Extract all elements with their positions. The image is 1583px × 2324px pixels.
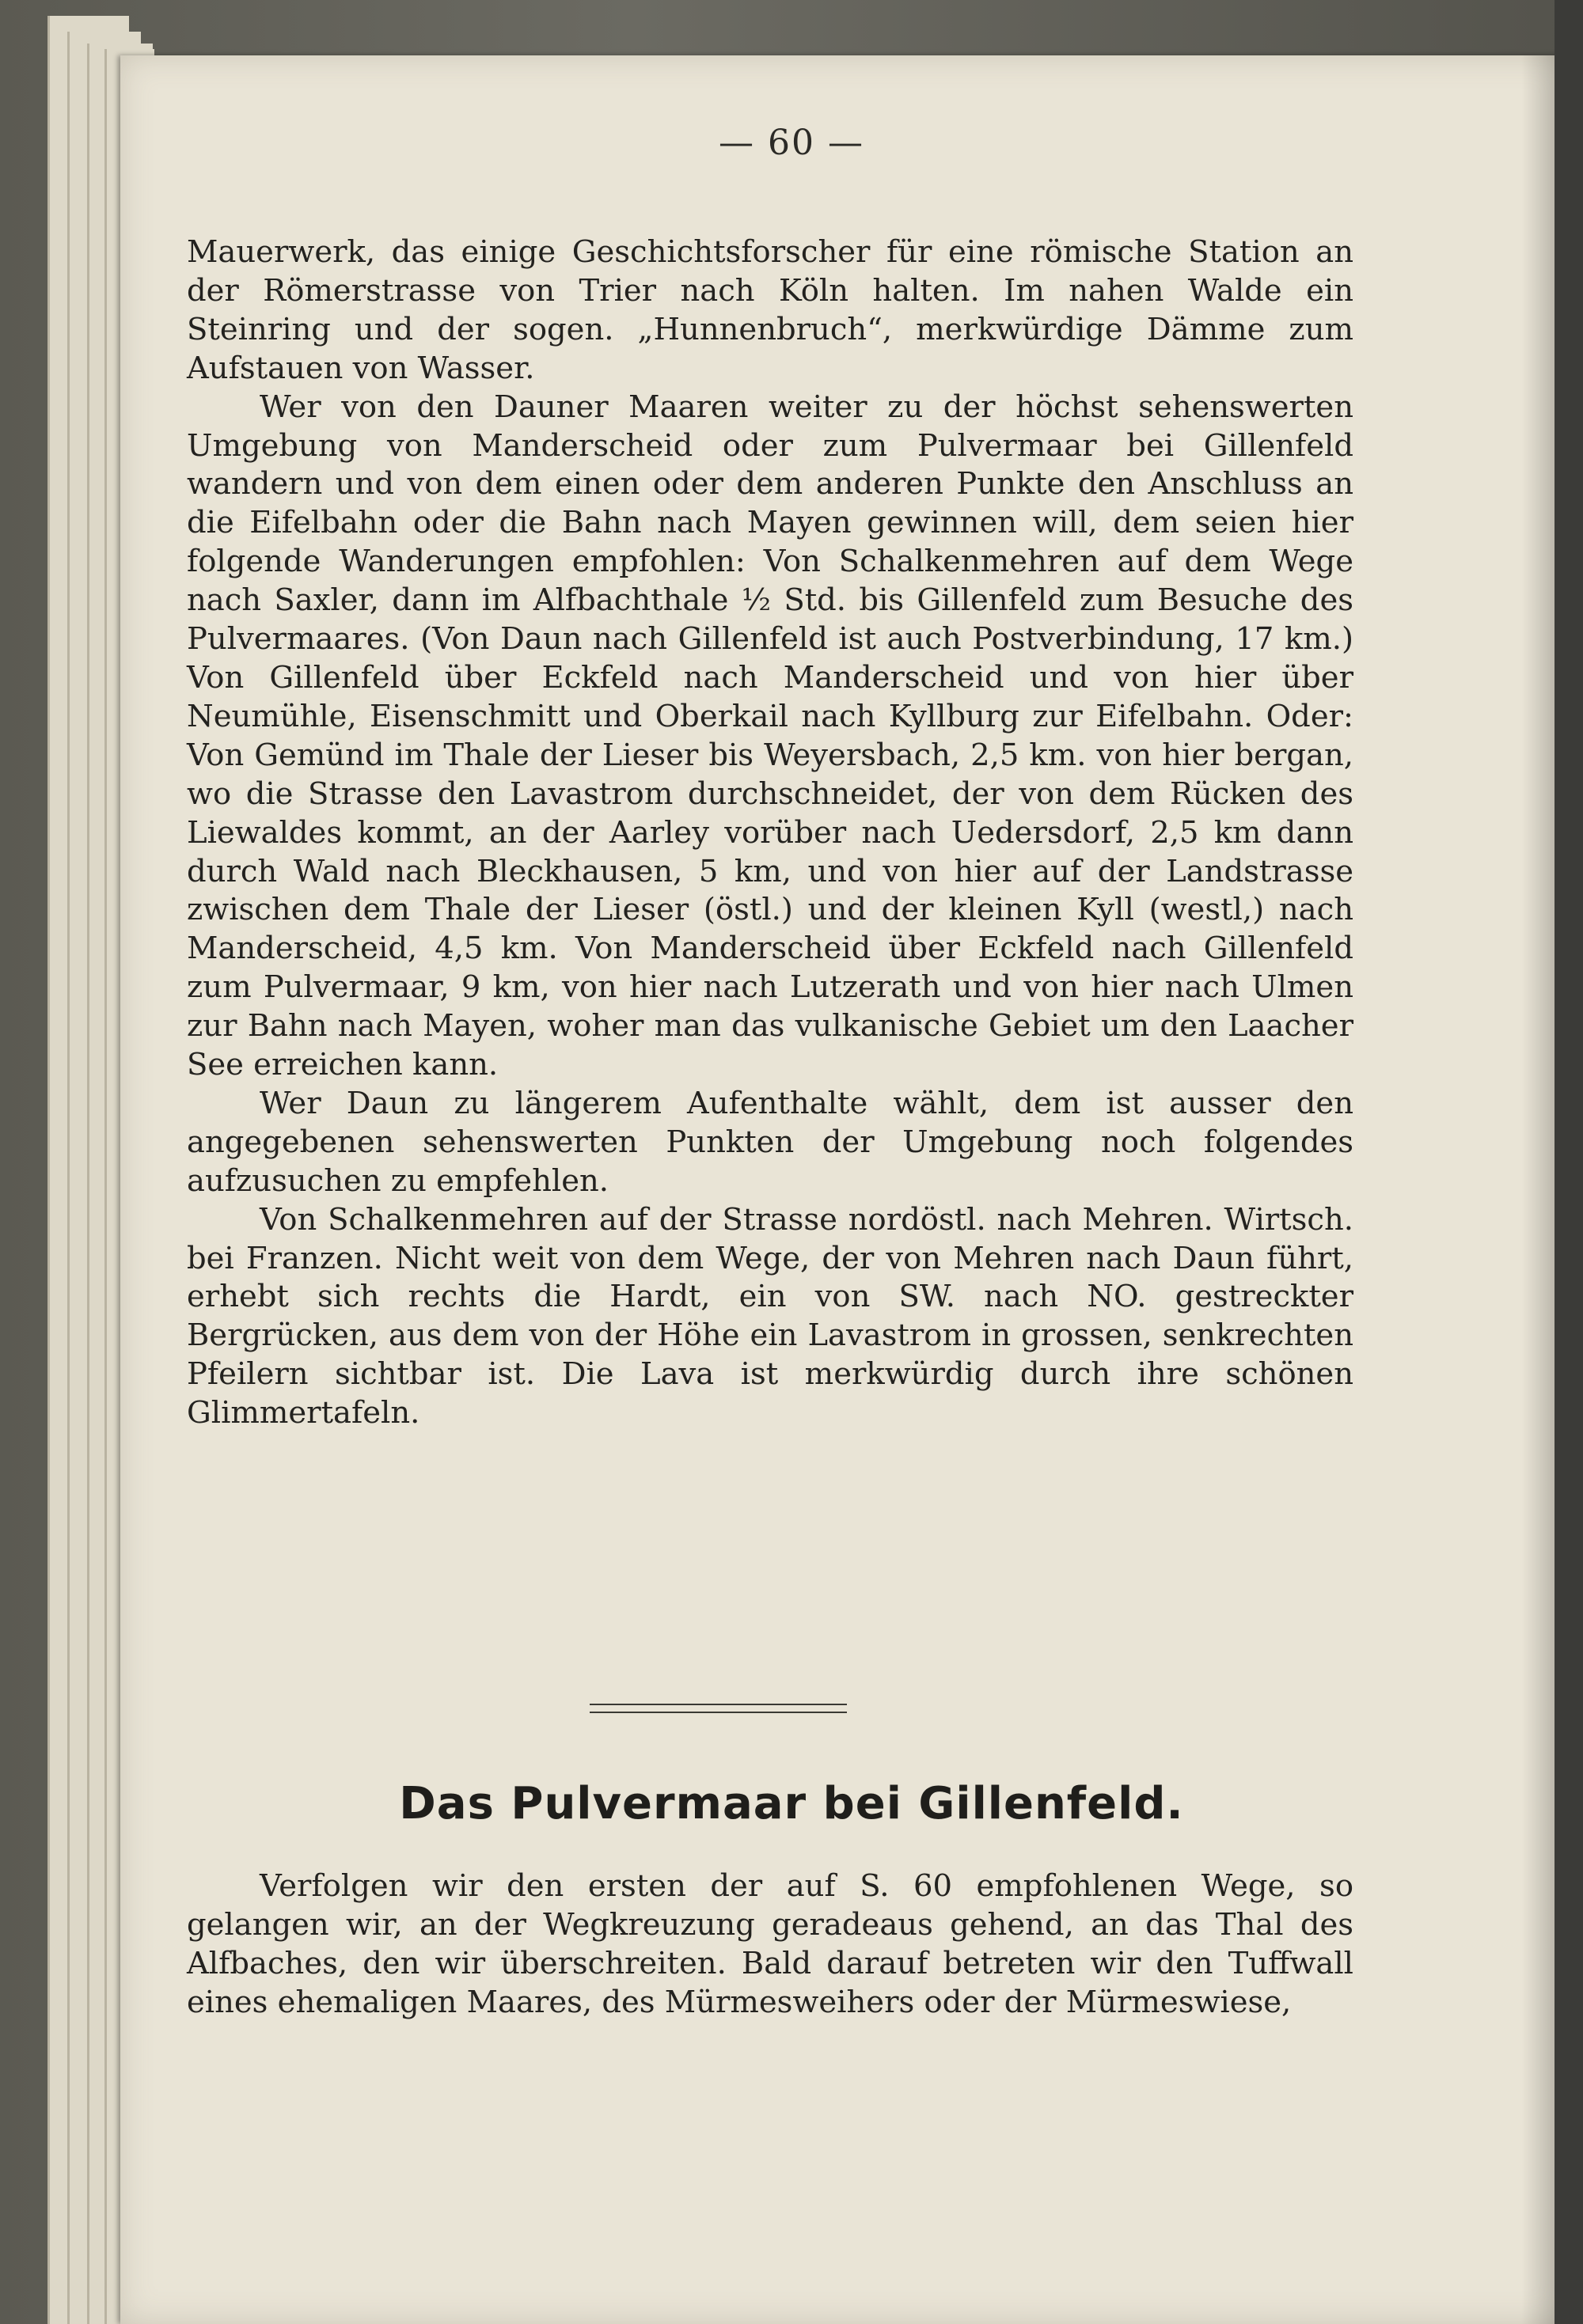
section-body-text xyxy=(187,1867,1353,2023)
section-heading: Das Pulvermaar bei Gillenfeld. xyxy=(399,1778,1184,1829)
book-cover-edge xyxy=(1555,0,1583,2324)
paragraph: Mauerwerk, das einige Geschichtsforscher für eine römische Station an der Römerstrasse von Trier nach Köln halten. Im nahen Walde ein Steinring und der sogen. „Hunnenbruch“, merkwürdige Dämme zum Aufstauen von Wasser. xyxy=(187,234,1353,386)
paragraph: Wer Daun zu längerem Aufenthalte wählt, dem ist ausser den angegebenen sehenswerten Punkten der Umgebung noch folgendes aufzusuchen zu empfehlen. xyxy=(187,1085,1353,1199)
body-text xyxy=(187,233,1353,1433)
paragraph: Verfolgen wir den ersten der auf S. 60 empfohlenen Wege, so gelangen wir, an der Wegkreuzung geradeaus gehend, an das Thal des Alfbaches, den wir überschreiten. Bald darauf betreten wir den Tuffwall eines ehemaligen Maares, des Mürmesweihers oder der Mürmeswiese, xyxy=(187,1868,1353,2020)
paragraph: Von Schalkenmehren auf der Strasse nordöstl. nach Mehren. Wirtsch. bei Franzen. Nicht weit von dem Wege, der von Mehren nach Daun führt, erhebt sich rechts die Hardt, ein von SW. nach NO. gestreckter Bergrücken, aus dem von der Höhe ein Lavastrom in grossen, senkrechten Pfeilern sichtbar ist. Die Lava ist merkwürdig durch ihre schönen Glimmertafeln. xyxy=(187,1201,1353,1431)
section-divider xyxy=(590,1704,847,1713)
paragraph: Wer von den Dauner Maaren weiter zu der höchst sehenswerten Umgebung von Manderscheid oder zum Pulvermaar bei Gillenfeld wandern und von dem einen oder dem anderen Punkte den Anschluss an die Eifelbahn oder die Bahn nach Mayen gewinnen will, dem seien hier folgende Wanderungen empfohlen: Von Schalkenmehren auf dem Wege nach Saxler, dann im Alfbachthale ½ Std. bis Gillenfeld zum Besuche des Pulvermaares. (Von Daun nach Gillenfeld ist auch Postverbindung, 17 km.) Von Gillenfeld über Eckfeld nach Manderscheid und von hier über Neumühle, Eisenschmitt und Oberkail nach Kyllburg zur Eifelbahn. Oder: Von Gemünd im Thale der Lieser bis Weyersbach, 2,5 km. von hier bergan, wo die Strasse den Lavastrom durchschneidet, der von dem Rücken des Liewaldes kommt, an der Aarley vorüber nach Uedersdorf, 2,5 km dann durch Wald nach Bleckhausen, 5 km, und von hier auf der Landstrasse zwischen dem Thale der Lieser (östl.) und der kleinen Kyll (westl,) nach Manderscheid, 4,5 km. Von Manderscheid über Eckfeld nach Gillenfeld zum Pulvermaar, 9 km, von hier nach Lutzerath und von hier nach Ulmen zur Bahn nach Mayen, woher man das vulkanische Gebiet um den Laacher See erreichen kann. xyxy=(187,389,1353,1083)
page-number: — 60 — xyxy=(719,123,864,163)
